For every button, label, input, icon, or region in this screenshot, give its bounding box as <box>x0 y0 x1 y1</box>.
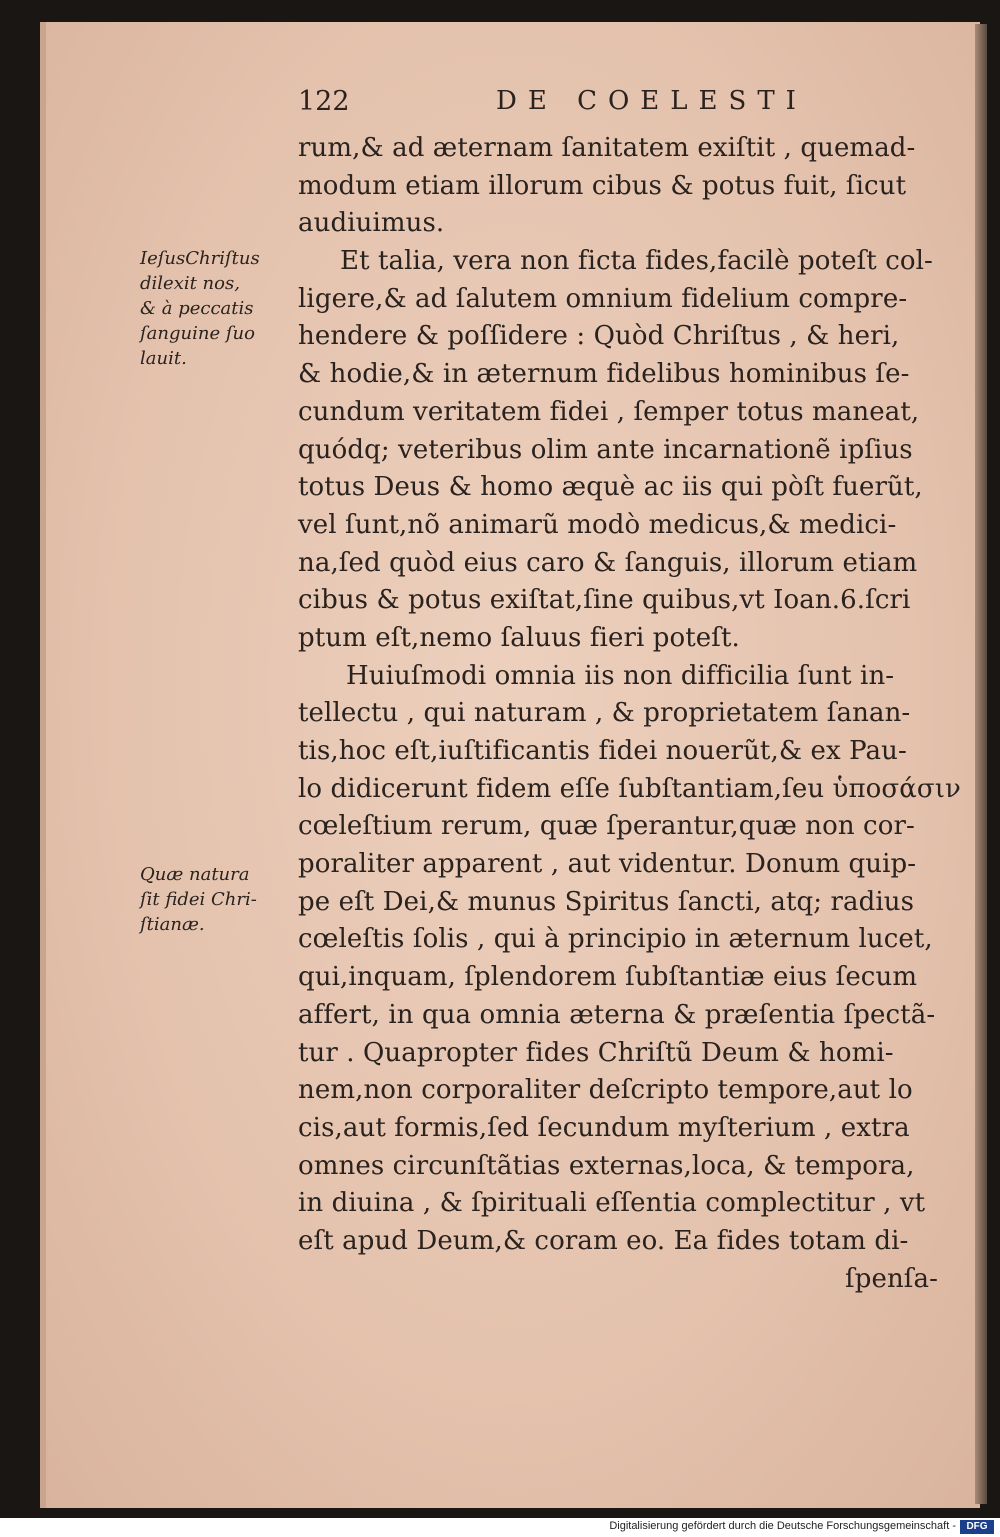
text-line: poraliter apparent , aut videntur. Donum quip- <box>298 849 917 880</box>
text-line: cœleſtium rerum, quæ ſperantur,quæ non cor- <box>298 811 915 842</box>
text-line: omnes circunſtãtias externas,loca, & tempora, <box>298 1150 915 1181</box>
margin-note-line: & à peccatis <box>140 298 254 319</box>
margin-note-jesus-christus <box>140 246 290 371</box>
text-line: tellectu , qui naturam , & proprietatem ſanan- <box>298 698 911 729</box>
catchword: ſpenſa- <box>844 1263 938 1294</box>
text-line: affert, in qua omnia æterna & præſentia ſpectã- <box>298 999 936 1030</box>
funding-credit: Digitalisierung gefördert durch die Deutsche Forschungsgemeinschaft - <box>609 1520 956 1532</box>
text-line: tur . Quapropter fides Chriſtũ Deum & homi- <box>298 1037 894 1068</box>
text-line: ligere,& ad ſalutem omnium fidelium compre- <box>298 283 908 314</box>
text-line: na,ſed quòd eius caro & ſanguis, illorum etiam <box>298 547 918 578</box>
margin-note-quae-natura <box>140 862 290 937</box>
page-edge-shadow <box>975 24 987 1504</box>
text-line: tis,hoc eſt,iuſtificantis fidei nouerũt,& ex Pau- <box>298 736 907 766</box>
margin-note-line: ſtianæ. <box>140 914 205 935</box>
text-line: cundum veritatem fidei , ſemper totus maneat, <box>298 396 920 427</box>
text-line: quódq; veteribus olim ante incarnationẽ ipſius <box>298 434 913 465</box>
text-line: & hodie,& in æternum fidelibus hominibus ſe- <box>298 359 910 390</box>
text-line: Huiuſmodi omnia iis non difficilia ſunt in- <box>346 660 895 691</box>
text-line: qui,inquam, ſplendorem ſubſtantiæ eius ſecum <box>298 962 918 993</box>
text-line: rum,& ad æternam ſanitatem exiſtit , quemad- <box>298 133 916 163</box>
running-title: DE COELESTI <box>496 86 807 116</box>
text-line: in diuina , & ſpirituali eſſentia complectitur , vt <box>298 1188 926 1219</box>
text-line: Et talia, vera non ficta fides,facilè poteſt col- <box>340 246 933 277</box>
body-text <box>298 130 961 1298</box>
margin-note-line: lauit. <box>140 348 187 369</box>
margin-note-line: Quæ natura <box>140 864 250 885</box>
margin-note-line: dilexit nos, <box>140 273 240 294</box>
text-line: vel ſunt,nõ animarũ modò medicus,& medici- <box>298 509 897 540</box>
text-line: lo didicerunt fidem eſſe ſubſtantiam,ſeu ὑποσάσιν <box>298 773 961 804</box>
margin-note-line: ſanguine ſuo <box>140 323 255 344</box>
page-number: 122 <box>298 86 350 117</box>
margin-note-line: IeſusChriſtus <box>140 248 260 269</box>
text-line: ptum eſt,nemo ſaluus fieri poteſt. <box>298 622 740 653</box>
text-line: cibus & potus exiſtat,ſine quibus,vt Ioan.6.ſcri <box>298 585 911 616</box>
text-line: hendere & poſſidere : Quòd Chriſtus , & heri, <box>298 321 900 352</box>
text-line: totus Deus & homo æquè ac iis qui pòſt fuerũt, <box>298 472 923 503</box>
text-line: eſt apud Deum,& coram eo. Ea fides totam di- <box>298 1225 909 1256</box>
text-line: pe eſt Dei,& munus Spiritus ſancti, atq; radius <box>298 886 915 917</box>
margin-note-line: ſit fidei Chri- <box>140 889 257 910</box>
text-line: modum etiam illorum cibus & potus fuit, ſicut <box>298 170 907 201</box>
page-header <box>0 86 1000 126</box>
footer-bar <box>0 1518 1000 1537</box>
text-line: cis,aut formis,ſed ſecundum myſterium , extra <box>298 1112 910 1143</box>
text-line: nem,non corporaliter deſcripto tempore,aut lo <box>298 1075 913 1106</box>
dfg-logo-icon: DFG <box>960 1520 994 1534</box>
text-line: cœleſtis ſolis , qui à principio in æternum lucet, <box>298 924 933 955</box>
text-line: audiuimus. <box>298 208 445 239</box>
